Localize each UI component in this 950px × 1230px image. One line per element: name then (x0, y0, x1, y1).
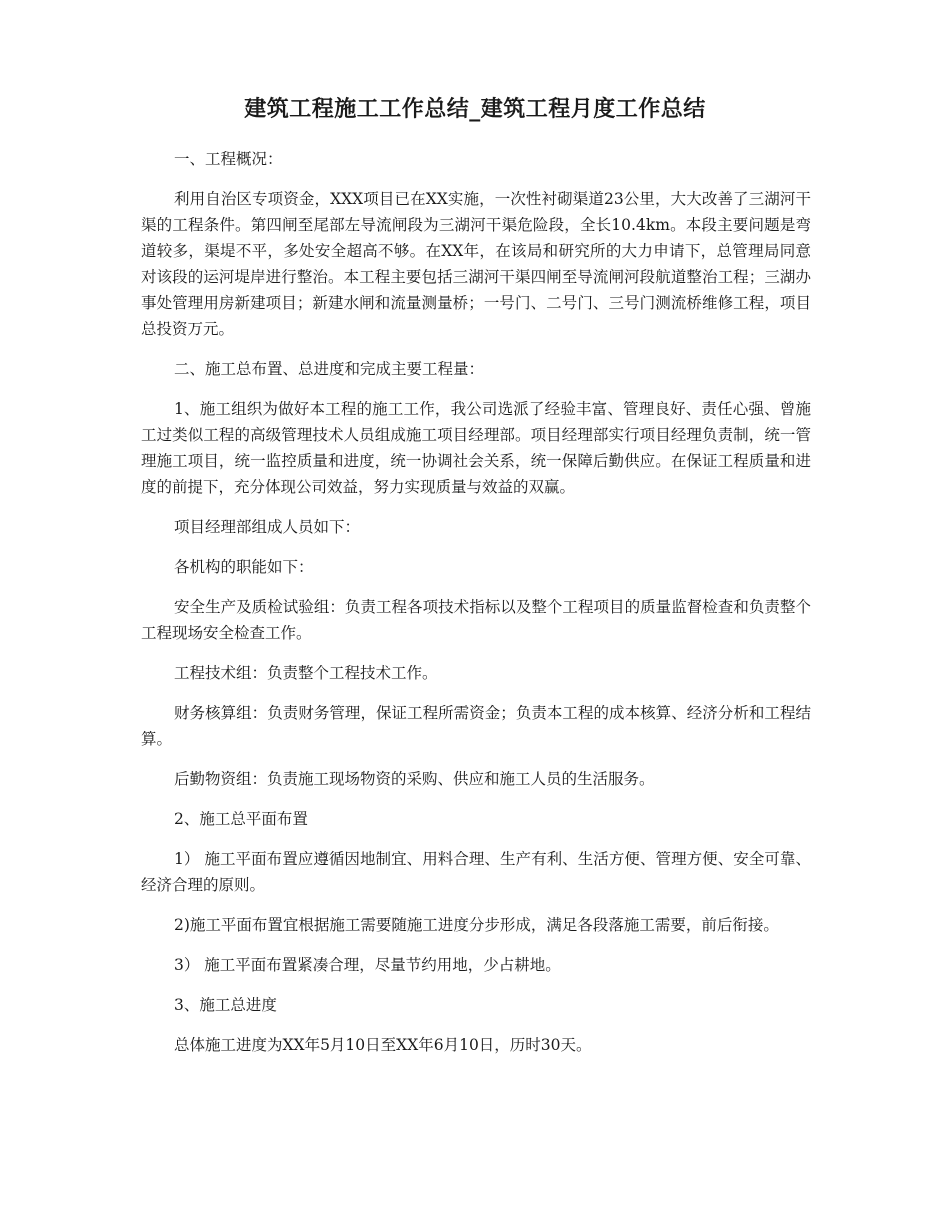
paragraph-layout-principle-1: 1） 施工平面布置应遵循因地制宜、用料合理、生产有利、生活方便、管理方便、安全可靠、经济合理的原则。 (141, 850, 811, 894)
paragraph-project-overview: 利用自治区专项资金，XXX项目已在XX实施，一次性衬砌渠道23公里，大大改善了三湖河干渠的工程条件。第四闸至尾部左导流闸段为三湖河干渠危险段，全长10.4km。本段主要问题是弯道较多，渠堤不平，多处安全超高不够。在XX年，在该局和研究所的大力申请下，总管理局同意对该段的运河堤岸进行整治。本工程主要包括三湖河干渠四闸至导流闸河段航道整治工程；三湖办事处管理用房新建项目；新建水闸和流量测量桥；一号门、二号门、三号门测流桥维修工程，项目总投资万元。 (141, 190, 811, 338)
paragraph-layout-schedule-heading: 二、施工总布置、总进度和完成主要工程量： (174, 360, 485, 378)
paragraph-layout-principle-3: 3） 施工平面布置紧凑合理，尽量节约用地，少占耕地。 (174, 956, 561, 974)
paragraph-safety-quality-group: 安全生产及质检试验组：负责工程各项技术指标以及整个工程项目的质量监督检查和负责整个工程现场安全检查工作。 (141, 598, 811, 642)
paragraph-engineering-tech-group: 工程技术组：负责整个工程技术工作。 (174, 664, 438, 682)
document-body (141, 146, 811, 1072)
paragraph-functions-intro: 各机构的职能如下： (174, 558, 314, 576)
paragraph-layout-principle-2: 2)施工平面布置宜根据施工需要随施工进度分步形成，满足各段落施工需要，前后衔接。 (174, 916, 779, 934)
page-title: 建筑工程施工工作总结_建筑工程月度工作总结 (244, 96, 706, 122)
paragraph-site-layout-heading: 2、施工总平面布置 (174, 810, 308, 828)
paragraph-schedule-heading: 3、施工总进度 (174, 996, 277, 1014)
paragraph-team-members: 项目经理部组成人员如下： (174, 518, 361, 536)
paragraph-construction-organization: 1、施工组织为做好本工程的施工工作，我公司选派了经验丰富、管理良好、责任心强、曾施工过类似工程的高级管理技术人员组成施工项目经理部。项目经理部实行项目经理负责制，统一管理施工项目，统一监控质量和进度，统一协调社会关系，统一保障后勤供应。在保证工程质量和进度的前提下，充分体现公司效益，努力实现质量与效益的双赢。 (141, 400, 811, 496)
paragraph-finance-group: 财务核算组：负责财务管理，保证工程所需资金；负责本工程的成本核算、经济分析和工程结算。 (141, 704, 811, 748)
paragraph-schedule-detail: 总体施工进度为XX年5月10日至XX年6月10日，历时30天。 (174, 1036, 592, 1054)
paragraph-project-overview-heading: 一、工程概况： (174, 150, 283, 168)
paragraph-logistics-group: 后勤物资组：负责施工现场物资的采购、供应和施工人员的生活服务。 (174, 770, 655, 788)
